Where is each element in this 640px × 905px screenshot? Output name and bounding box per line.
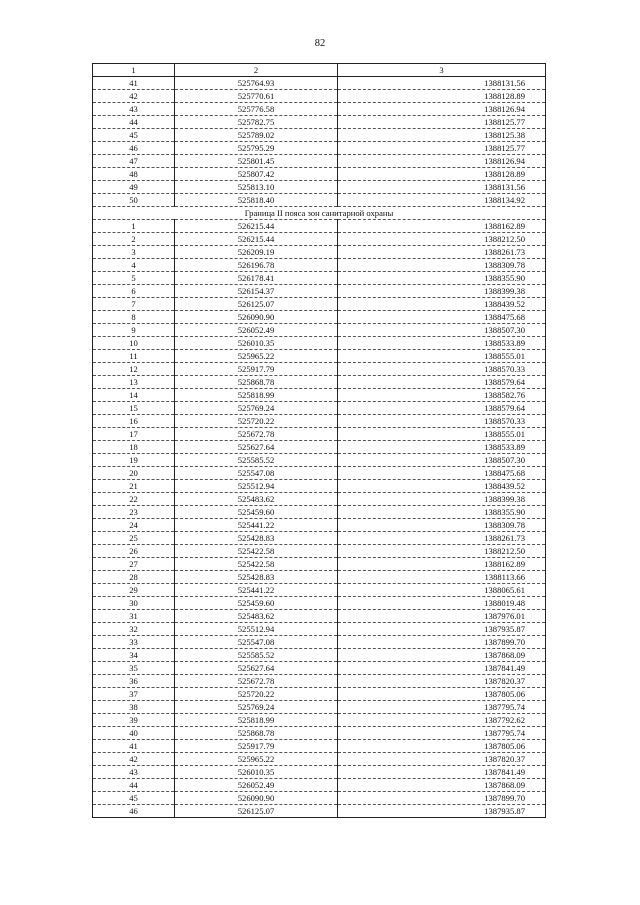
y-coordinate-cell: 1387868.09: [338, 649, 546, 662]
y-coordinate-cell: 1387795.74: [338, 701, 546, 714]
table-row: [93, 480, 546, 493]
table-row: [93, 285, 546, 298]
table-row: [93, 545, 546, 558]
x-coordinate-cell: 525818.40: [175, 194, 338, 207]
table-row: [93, 181, 546, 194]
x-coordinate-cell: 525585.52: [175, 454, 338, 467]
column-header-x: 2: [175, 64, 338, 77]
y-coordinate-cell: 1388475.68: [338, 467, 546, 480]
table-row: [93, 701, 546, 714]
table-row: [93, 168, 546, 181]
x-coordinate-cell: 525428.83: [175, 532, 338, 545]
point-number-cell: 7: [93, 298, 175, 311]
point-number-cell: 41: [93, 77, 175, 90]
point-number-cell: 15: [93, 402, 175, 415]
point-number-cell: 43: [93, 103, 175, 116]
point-number-cell: 24: [93, 519, 175, 532]
y-coordinate-cell: 1388439.52: [338, 298, 546, 311]
y-coordinate-cell: 1388507.30: [338, 324, 546, 337]
table-row: [93, 142, 546, 155]
point-number-cell: 44: [93, 779, 175, 792]
table-row: [93, 727, 546, 740]
point-number-cell: 4: [93, 259, 175, 272]
y-coordinate-cell: 1387805.06: [338, 688, 546, 701]
table-row: [93, 675, 546, 688]
table-row: [93, 402, 546, 415]
x-coordinate-cell: 525585.52: [175, 649, 338, 662]
table-row: [93, 337, 546, 350]
y-coordinate-cell: 1388399.38: [338, 285, 546, 298]
column-header-y: 3: [338, 64, 546, 77]
y-coordinate-cell: 1388019.48: [338, 597, 546, 610]
table-row: [93, 454, 546, 467]
y-coordinate-cell: 1388533.89: [338, 441, 546, 454]
x-coordinate-cell: 525512.94: [175, 480, 338, 493]
table-row: [93, 129, 546, 142]
point-number-cell: 30: [93, 597, 175, 610]
table-row: [93, 194, 546, 207]
point-number-cell: 41: [93, 740, 175, 753]
table-row: [93, 246, 546, 259]
x-coordinate-cell: 525770.61: [175, 90, 338, 103]
x-coordinate-cell: 526090.90: [175, 311, 338, 324]
y-coordinate-cell: 1388555.01: [338, 428, 546, 441]
point-number-cell: 1: [93, 220, 175, 233]
table-row: [93, 324, 546, 337]
table-row: [93, 649, 546, 662]
x-coordinate-cell: 525428.83: [175, 571, 338, 584]
y-coordinate-cell: 1388125.38: [338, 129, 546, 142]
point-number-cell: 6: [93, 285, 175, 298]
table-row: [93, 298, 546, 311]
point-number-cell: 40: [93, 727, 175, 740]
x-coordinate-cell: 526215.44: [175, 233, 338, 246]
table-row: [93, 636, 546, 649]
y-coordinate-cell: 1387792.62: [338, 714, 546, 727]
y-coordinate-cell: 1387841.49: [338, 662, 546, 675]
y-coordinate-cell: 1387935.87: [338, 623, 546, 636]
table-row: [93, 311, 546, 324]
point-number-cell: 17: [93, 428, 175, 441]
point-number-cell: 48: [93, 168, 175, 181]
point-number-cell: 46: [93, 805, 175, 818]
x-coordinate-cell: 525769.24: [175, 701, 338, 714]
x-coordinate-cell: 525459.60: [175, 597, 338, 610]
y-coordinate-cell: 1388126.94: [338, 155, 546, 168]
point-number-cell: 22: [93, 493, 175, 506]
table-row: [93, 441, 546, 454]
point-number-cell: 28: [93, 571, 175, 584]
y-coordinate-cell: 1387805.06: [338, 740, 546, 753]
point-number-cell: 2: [93, 233, 175, 246]
column-header-point: 1: [93, 64, 175, 77]
x-coordinate-cell: 526125.07: [175, 805, 338, 818]
page-number: 82: [314, 38, 326, 49]
table-row: [93, 116, 546, 129]
table-row: [93, 376, 546, 389]
x-coordinate-cell: 525459.60: [175, 506, 338, 519]
point-number-cell: 23: [93, 506, 175, 519]
table-row: [93, 350, 546, 363]
x-coordinate-cell: 525769.24: [175, 402, 338, 415]
y-coordinate-cell: 1388131.56: [338, 77, 546, 90]
y-coordinate-cell: 1388113.66: [338, 571, 546, 584]
table-row: [93, 766, 546, 779]
point-number-cell: 9: [93, 324, 175, 337]
point-number-cell: 45: [93, 792, 175, 805]
table-row: [93, 90, 546, 103]
y-coordinate-cell: 1388579.64: [338, 402, 546, 415]
point-number-cell: 46: [93, 142, 175, 155]
y-coordinate-cell: 1387795.74: [338, 727, 546, 740]
x-coordinate-cell: 526010.35: [175, 337, 338, 350]
y-coordinate-cell: 1388134.92: [338, 194, 546, 207]
table-row: [93, 753, 546, 766]
y-coordinate-cell: 1388261.73: [338, 532, 546, 545]
point-number-cell: 3: [93, 246, 175, 259]
x-coordinate-cell: 525965.22: [175, 753, 338, 766]
point-number-cell: 14: [93, 389, 175, 402]
x-coordinate-cell: 525965.22: [175, 350, 338, 363]
y-coordinate-cell: 1388475.68: [338, 311, 546, 324]
point-number-cell: 38: [93, 701, 175, 714]
point-number-cell: 21: [93, 480, 175, 493]
x-coordinate-cell: 525818.99: [175, 389, 338, 402]
table-row: [93, 597, 546, 610]
y-coordinate-cell: 1388579.64: [338, 376, 546, 389]
point-number-cell: 19: [93, 454, 175, 467]
y-coordinate-cell: 1387820.37: [338, 675, 546, 688]
table-row: [93, 103, 546, 116]
coordinates-table: [92, 63, 546, 818]
x-coordinate-cell: 525917.79: [175, 363, 338, 376]
x-coordinate-cell: 525483.62: [175, 610, 338, 623]
table-row: [93, 779, 546, 792]
y-coordinate-cell: 1388125.77: [338, 116, 546, 129]
point-number-cell: 36: [93, 675, 175, 688]
point-number-cell: 20: [93, 467, 175, 480]
table-row: [93, 792, 546, 805]
y-coordinate-cell: 1388570.33: [338, 415, 546, 428]
x-coordinate-cell: 525917.79: [175, 740, 338, 753]
x-coordinate-cell: 525818.99: [175, 714, 338, 727]
x-coordinate-cell: 525868.78: [175, 727, 338, 740]
point-number-cell: 13: [93, 376, 175, 389]
y-coordinate-cell: 1388128.89: [338, 90, 546, 103]
point-number-cell: 42: [93, 753, 175, 766]
table-row: [93, 740, 546, 753]
point-number-cell: 44: [93, 116, 175, 129]
x-coordinate-cell: 525672.78: [175, 675, 338, 688]
point-number-cell: 31: [93, 610, 175, 623]
x-coordinate-cell: 526154.37: [175, 285, 338, 298]
y-coordinate-cell: 1387841.49: [338, 766, 546, 779]
table-row: [93, 571, 546, 584]
y-coordinate-cell: 1388309.78: [338, 259, 546, 272]
point-number-cell: 10: [93, 337, 175, 350]
y-coordinate-cell: 1387935.87: [338, 805, 546, 818]
point-number-cell: 32: [93, 623, 175, 636]
y-coordinate-cell: 1388570.33: [338, 363, 546, 376]
table-header-row: [93, 64, 546, 77]
point-number-cell: 29: [93, 584, 175, 597]
x-coordinate-cell: 525441.22: [175, 584, 338, 597]
x-coordinate-cell: 525422.58: [175, 558, 338, 571]
x-coordinate-cell: 525422.58: [175, 545, 338, 558]
x-coordinate-cell: 525789.02: [175, 129, 338, 142]
point-number-cell: 26: [93, 545, 175, 558]
section-title: Граница II пояса зон санитарной охраны: [93, 207, 546, 220]
table-row: [93, 558, 546, 571]
point-number-cell: 50: [93, 194, 175, 207]
y-coordinate-cell: 1388309.78: [338, 519, 546, 532]
x-coordinate-cell: 526010.35: [175, 766, 338, 779]
x-coordinate-cell: 526196.78: [175, 259, 338, 272]
x-coordinate-cell: 525441.22: [175, 519, 338, 532]
y-coordinate-cell: 1387899.70: [338, 636, 546, 649]
x-coordinate-cell: 525720.22: [175, 688, 338, 701]
table-row: [93, 233, 546, 246]
x-coordinate-cell: 525782.75: [175, 116, 338, 129]
table-row: [93, 155, 546, 168]
point-number-cell: 12: [93, 363, 175, 376]
point-number-cell: 34: [93, 649, 175, 662]
y-coordinate-cell: 1388212.50: [338, 233, 546, 246]
table-row: [93, 363, 546, 376]
y-coordinate-cell: 1388212.50: [338, 545, 546, 558]
x-coordinate-cell: 526090.90: [175, 792, 338, 805]
y-coordinate-cell: 1388125.77: [338, 142, 546, 155]
point-number-cell: 11: [93, 350, 175, 363]
y-coordinate-cell: 1388355.90: [338, 272, 546, 285]
table-row: [93, 519, 546, 532]
table-row: [93, 506, 546, 519]
x-coordinate-cell: 525764.93: [175, 77, 338, 90]
x-coordinate-cell: 525795.29: [175, 142, 338, 155]
table-row: [93, 467, 546, 480]
point-number-cell: 18: [93, 441, 175, 454]
point-number-cell: 5: [93, 272, 175, 285]
y-coordinate-cell: 1387976.01: [338, 610, 546, 623]
x-coordinate-cell: 526052.49: [175, 779, 338, 792]
table-row: [93, 415, 546, 428]
point-number-cell: 43: [93, 766, 175, 779]
coordinates-table-body: [93, 64, 546, 818]
y-coordinate-cell: 1388582.76: [338, 389, 546, 402]
y-coordinate-cell: 1388533.89: [338, 337, 546, 350]
table-row: [93, 389, 546, 402]
y-coordinate-cell: 1388162.89: [338, 220, 546, 233]
y-coordinate-cell: 1387868.09: [338, 779, 546, 792]
y-coordinate-cell: 1388355.90: [338, 506, 546, 519]
y-coordinate-cell: 1387820.37: [338, 753, 546, 766]
x-coordinate-cell: 525720.22: [175, 415, 338, 428]
x-coordinate-cell: 526209.19: [175, 246, 338, 259]
x-coordinate-cell: 525627.64: [175, 441, 338, 454]
x-coordinate-cell: 526178.41: [175, 272, 338, 285]
table-row: [93, 220, 546, 233]
y-coordinate-cell: 1388131.56: [338, 181, 546, 194]
y-coordinate-cell: 1388261.73: [338, 246, 546, 259]
point-number-cell: 37: [93, 688, 175, 701]
x-coordinate-cell: 525483.62: [175, 493, 338, 506]
table-row: [93, 493, 546, 506]
table-row: [93, 805, 546, 818]
table-row: [93, 428, 546, 441]
table-row: [93, 259, 546, 272]
x-coordinate-cell: 525627.64: [175, 662, 338, 675]
x-coordinate-cell: 526052.49: [175, 324, 338, 337]
table-row: [93, 77, 546, 90]
table-row: [93, 662, 546, 675]
x-coordinate-cell: 525807.42: [175, 168, 338, 181]
point-number-cell: 27: [93, 558, 175, 571]
point-number-cell: 33: [93, 636, 175, 649]
y-coordinate-cell: 1388507.30: [338, 454, 546, 467]
y-coordinate-cell: 1388555.01: [338, 350, 546, 363]
x-coordinate-cell: 525512.94: [175, 623, 338, 636]
table-row: [93, 610, 546, 623]
table-row: [93, 532, 546, 545]
y-coordinate-cell: 1388399.38: [338, 493, 546, 506]
x-coordinate-cell: 525672.78: [175, 428, 338, 441]
point-number-cell: 45: [93, 129, 175, 142]
y-coordinate-cell: 1388065.61: [338, 584, 546, 597]
point-number-cell: 16: [93, 415, 175, 428]
point-number-cell: 8: [93, 311, 175, 324]
x-coordinate-cell: 525776.58: [175, 103, 338, 116]
x-coordinate-cell: 525547.08: [175, 636, 338, 649]
x-coordinate-cell: 525813.10: [175, 181, 338, 194]
x-coordinate-cell: 525801.45: [175, 155, 338, 168]
point-number-cell: 47: [93, 155, 175, 168]
y-coordinate-cell: 1388126.94: [338, 103, 546, 116]
x-coordinate-cell: 526125.07: [175, 298, 338, 311]
point-number-cell: 35: [93, 662, 175, 675]
x-coordinate-cell: 525547.08: [175, 467, 338, 480]
table-row: [93, 584, 546, 597]
y-coordinate-cell: 1387899.70: [338, 792, 546, 805]
x-coordinate-cell: 525868.78: [175, 376, 338, 389]
y-coordinate-cell: 1388439.52: [338, 480, 546, 493]
table-row: [93, 272, 546, 285]
table-row: [93, 714, 546, 727]
point-number-cell: 25: [93, 532, 175, 545]
point-number-cell: 39: [93, 714, 175, 727]
point-number-cell: 42: [93, 90, 175, 103]
y-coordinate-cell: 1388162.89: [338, 558, 546, 571]
table-row: [93, 688, 546, 701]
x-coordinate-cell: 526215.44: [175, 220, 338, 233]
table-row: [93, 623, 546, 636]
point-number-cell: 49: [93, 181, 175, 194]
section-title-row: [93, 207, 546, 220]
y-coordinate-cell: 1388128.89: [338, 168, 546, 181]
